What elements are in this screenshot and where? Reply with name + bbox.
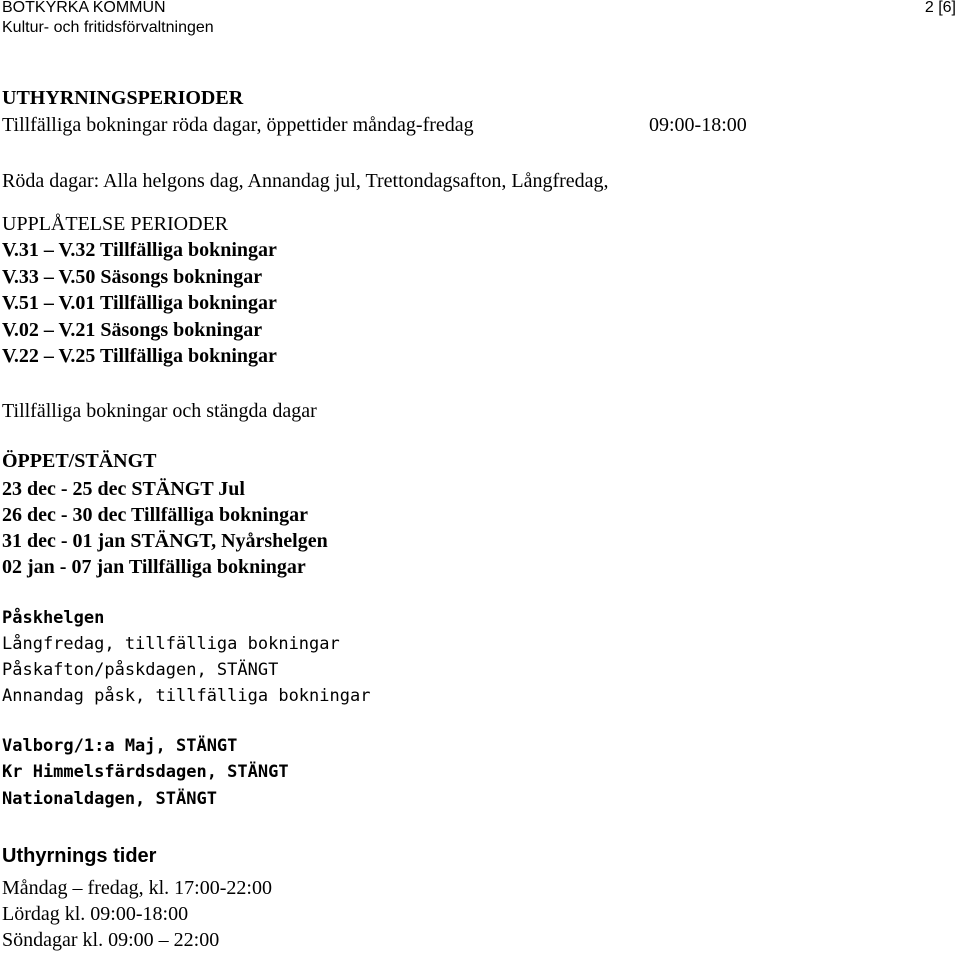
oppet-stangt-heading: ÖPPET/STÄNGT [2, 450, 157, 472]
pask-row: Långfredag, tillfälliga bokningar [2, 634, 340, 654]
helgdag-row: Kr Himmelsfärdsdagen, STÄNGT [2, 762, 289, 782]
pask-row: Påskafton/påskdagen, STÄNGT [2, 660, 279, 680]
pask-row: Annandag påsk, tillfälliga bokningar [2, 686, 371, 706]
uthyrningsperioder-time: 09:00-18:00 [649, 114, 747, 136]
oppet-row: 23 dec - 25 dec STÄNGT Jul [2, 478, 245, 500]
upplatelse-row: V.02 – V.21 Säsongs bokningar [2, 319, 263, 341]
helgdag-row: Nationaldagen, STÄNGT [2, 789, 217, 809]
oppet-row: 31 dec - 01 jan STÄNGT, Nyårshelgen [2, 530, 328, 552]
uthyrningsperioder-line: Tillfälliga bokningar röda dagar, öppettider måndag-fredag [2, 114, 474, 136]
upplatelse-row: V.51 – V.01 Tillfälliga bokningar [2, 292, 277, 314]
upplatelse-heading: UPPLÅTELSE PERIODER [2, 213, 229, 235]
upplatelse-row: V.31 – V.32 Tillfälliga bokningar [2, 239, 277, 261]
roda-dagar-line: Röda dagar: Alla helgons dag, Annandag jul, Trettondagsafton, Långfredag, [2, 170, 609, 192]
org-name: BOTKYRKA KOMMUN [2, 0, 166, 16]
upplatelse-row: V.22 – V.25 Tillfälliga bokningar [2, 345, 277, 367]
uthyrningstider-heading: Uthyrnings tider [2, 845, 157, 867]
uthyrningstid-row: Söndagar kl. 09:00 – 22:00 [2, 929, 220, 951]
upplatelse-row: V.33 – V.50 Säsongs bokningar [2, 266, 263, 288]
page-number: 2 [6] [924, 0, 956, 16]
department-name: Kultur- och fritidsförvaltningen [2, 19, 214, 36]
paskhelgen-heading: Påskhelgen [2, 608, 105, 628]
uthyrningstid-row: Måndag – fredag, kl. 17:00-22:00 [2, 877, 272, 899]
oppet-row: 26 dec - 30 dec Tillfälliga bokningar [2, 504, 308, 526]
stangda-dagar-heading: Tillfälliga bokningar och stängda dagar [2, 400, 317, 422]
uthyrningsperioder-heading: UTHYRNINGSPERIODER [2, 87, 244, 109]
uthyrningstid-row: Lördag kl. 09:00-18:00 [2, 903, 189, 925]
helgdag-row: Valborg/1:a Maj, STÄNGT [2, 736, 238, 756]
oppet-row: 02 jan - 07 jan Tillfälliga bokningar [2, 556, 306, 578]
